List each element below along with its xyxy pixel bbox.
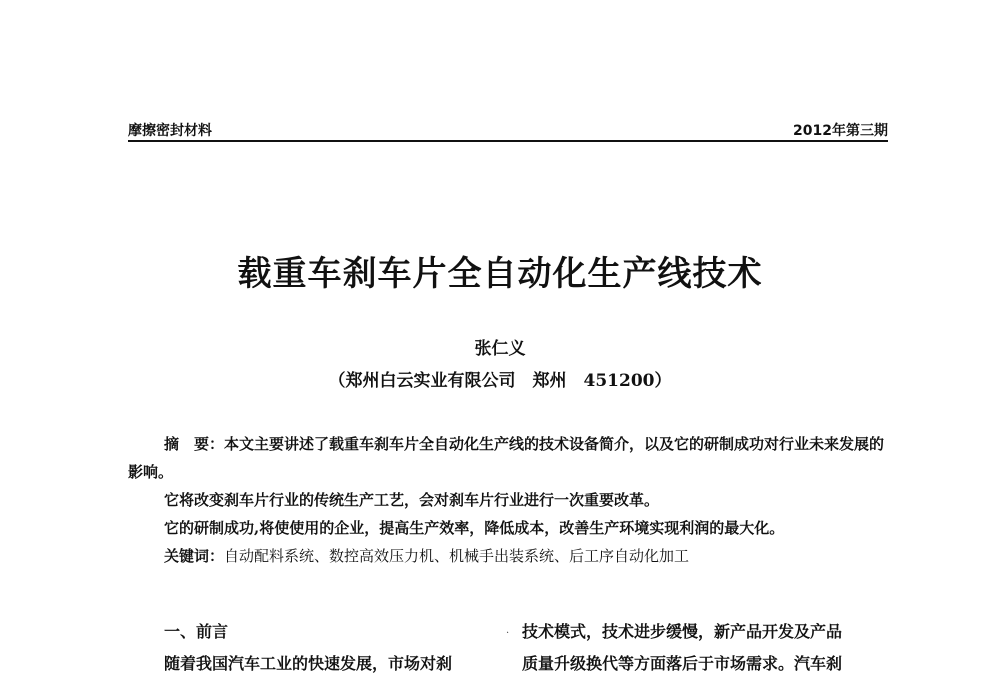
paper-title: 载重车刹车片全自动化生产线技术: [237, 254, 763, 294]
body-text-right-line-1: 技术模式，技术进步缓慢，新产品开发及产品: [522, 622, 843, 641]
keywords-label: 关键词：: [164, 547, 225, 565]
body-column-right: [522, 616, 888, 680]
abstract-label: 摘 要：: [164, 435, 225, 453]
author-name: 张仁义: [474, 339, 526, 359]
abstract-paragraph-3: 它的研制成功,将使使用的企业，提高生产效率，降低成本，改善生产环境实现利润的最大化。: [164, 519, 785, 537]
journal-name: 摩擦密封材料: [128, 123, 212, 139]
body-column-left: [128, 616, 498, 680]
body-text-left: 随着我国汽车工业的快速发展，市场对刹: [164, 654, 453, 673]
abstract-paragraph-1: [128, 430, 888, 486]
author-affiliation: （郑州白云实业有限公司 郑州 451200）: [328, 371, 672, 391]
body-text-right-line-2: 质量升级换代等方面落后于市场需求。汽车刹: [522, 654, 843, 673]
issue-number: 2012年第三期: [793, 123, 888, 139]
running-header: [128, 118, 888, 142]
column-divider-mark: ·: [506, 628, 510, 639]
keywords-value: 自动配料系统、数控高效压力机、机械手出装系统、后工序自动化加工: [224, 547, 690, 565]
abstract-text: 本文主要讲述了载重车刹车片全自动化生产线的技术设备简介，以及它的研制成功对行业未来发展的影响。: [128, 435, 885, 481]
section-heading-intro: 一、前言: [164, 622, 229, 641]
abstract-paragraph-2: 它将改变刹车片行业的传统生产工艺，会对刹车片行业进行一次重要改革。: [164, 491, 660, 509]
keywords-line: [128, 542, 888, 570]
abstract-section: [128, 430, 888, 570]
